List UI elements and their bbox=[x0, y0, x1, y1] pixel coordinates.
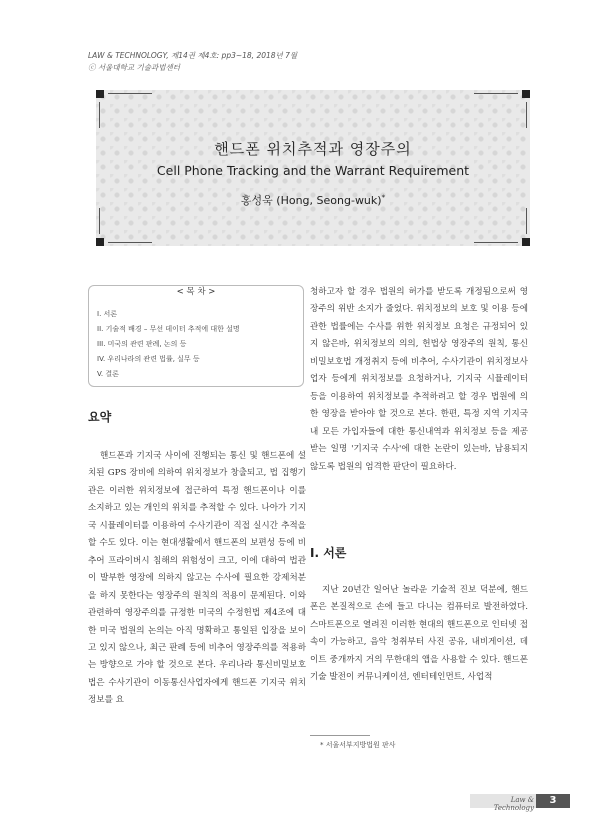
abstract-body bbox=[88, 448, 306, 710]
publisher-line: ⓒ 서울대학교 기술과법센터 bbox=[88, 63, 180, 72]
corner-line bbox=[108, 242, 152, 243]
corner-mark bbox=[522, 238, 530, 246]
section-heading-intro: I. 서론 bbox=[310, 546, 347, 560]
corner-line bbox=[474, 242, 518, 243]
section-intro-paragraph: 지난 20년간 일어난 놀라운 기술적 진보 덕분에, 핸드폰은 본질적으로 손에 들고 다니는 컴퓨터로 발전하였다. 스마트폰으로 열려진 이러한 현대의 핸드폰으로 인터넷 접속이 가능하고, 음악 청취부터 사진 공유, 내비게이션, 데이트 중개까지 거의 무한대의 앱을 사용할 수 있다. 핸드폰 기술 발전이 커뮤니케이션, 엔터테인먼트, 사업적 bbox=[310, 585, 528, 683]
corner-mark bbox=[96, 90, 104, 98]
toc-item: I. 서론 bbox=[97, 310, 118, 318]
title-korean: 핸드폰 위치추적과 영장주의 bbox=[214, 140, 412, 158]
author-name: 홍성욱 (Hong, Seong-wuk) bbox=[240, 194, 382, 207]
abstract-body-continued bbox=[310, 284, 528, 476]
toc-item: IV. 우리나라의 관련 법률, 실무 등 bbox=[97, 355, 200, 363]
corner-line bbox=[108, 93, 152, 94]
footer-journal-label: Law & Technology bbox=[493, 796, 534, 812]
corner-line bbox=[99, 102, 100, 128]
toc-title-wrap bbox=[89, 279, 303, 298]
corner-mark bbox=[96, 238, 104, 246]
author-line bbox=[96, 192, 530, 208]
toc-item: III. 미국의 관련 판례, 논의 등 bbox=[97, 340, 187, 348]
section-intro-body bbox=[310, 582, 528, 687]
toc-item: V. 결론 bbox=[97, 370, 119, 378]
title-english: Cell Phone Tracking and the Warrant Requirement bbox=[156, 163, 470, 178]
journal-header bbox=[88, 50, 297, 74]
abstract-heading: 요약 bbox=[88, 410, 112, 424]
toc-list bbox=[97, 307, 240, 382]
footnote-divider bbox=[310, 735, 370, 736]
toc-title: < 목 차 > bbox=[171, 287, 222, 297]
abstract-paragraph-continued: 청하고자 할 경우 법원의 허가를 받도록 개정됨으로써 영장주의 위반 소지가 줄었다. 위치정보의 보호 및 이용 등에 관한 법률에는 수사를 위한 위치정보 요청은 규정되어 있지 않은바, 위치정보의 의의, 헌법상 영장주의 원칙, 통신비밀보호법 개정취지 등에 비추어, 수사기관이 위치정보사업자 등에게 위치정보를 요청하거나, 기지국 시뮬레이터 등을 이용하여 위치정보를 추적하려고 할 경우 법원에 의한 영장을 받아야 할 것으로 본다. 한편, 특정 지역 기지국 내 모든 가입자들에 대한 통신내역과 위치정보 등을 제공받는 일명 '기지국 수사'에 대한 논란이 있는바, 남용되지 않도록 법원의 엄격한 판단이 필요하다. bbox=[310, 287, 528, 472]
author-footnote-mark: * bbox=[381, 193, 386, 202]
toc-item: II. 기술적 배경 – 무선 데이터 추적에 대한 설명 bbox=[97, 325, 240, 333]
journal-citation: LAW & TECHNOLOGY, 제14권 제4호: pp3~18, 2018년 7월 bbox=[88, 51, 298, 60]
corner-line bbox=[474, 93, 518, 94]
corner-line bbox=[526, 208, 527, 234]
abstract-paragraph: 핸드폰과 기지국 사이에 진행되는 통신 및 핸드폰에 설치된 GPS 장비에 의하여 위치정보가 창출되고, 법 집행기관은 이러한 위치정보에 접근하여 특정 핸드폰이나 이를 소지하고 있는 개인의 위치를 추적할 수 있다. 나아가 기지국 시뮬레이터를 이용하여 수사기관이 직접 실시간 추적을 할 수도 있다. 이는 현대생활에서 핸드폰의 보편성 등에 비추어 프라이버시 침해의 위험성이 크고, 이에 대하여 법관이 발부한 영장에 의하지 않고는 수사에 필요한 강제처분을 하지 못한다는 영장주의 원칙의 적용이 문제된다. 이와 관련하여 영장주의를 규정한 미국의 수정헌법 제4조에 대한 미국 법원의 논의는 아직 명확하고 통일된 입장을 보이고 있지 않으나, 최근 판례 등에 비추어 영장주의를 적용하는 방향으로 가야 할 것으로 본다. 우리나라 통신비밀보호법은 수사기관이 이동통신사업자에게 핸드폰 기지국 위치정보를 요 bbox=[88, 451, 306, 706]
table-of-contents bbox=[88, 285, 304, 387]
corner-line bbox=[99, 208, 100, 234]
author-footnote: * 서울서부지방법원 판사 bbox=[320, 741, 396, 749]
corner-mark bbox=[522, 90, 530, 98]
corner-line bbox=[526, 102, 527, 128]
title-block bbox=[96, 90, 530, 246]
page-number: 3 bbox=[536, 794, 570, 808]
